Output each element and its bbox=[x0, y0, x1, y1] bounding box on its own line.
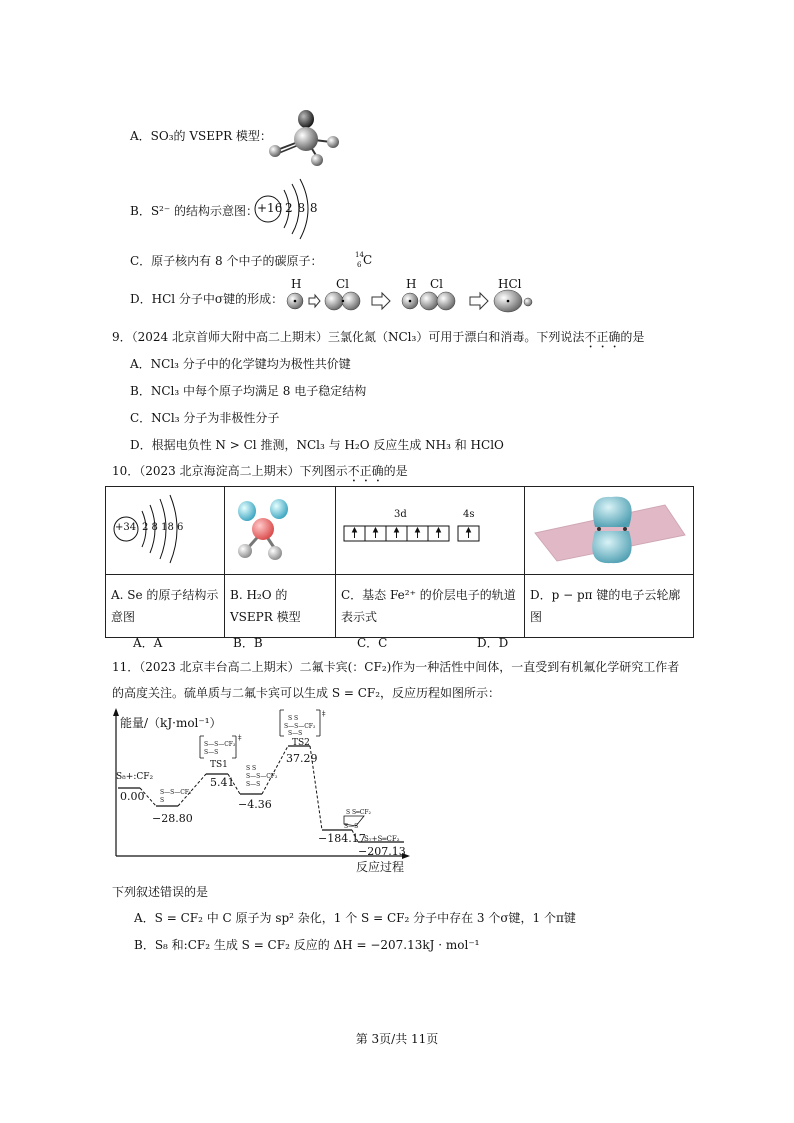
level-label-ts2: TS2 bbox=[292, 738, 310, 748]
svg-text:S—S—CF₂: S—S—CF₂ bbox=[204, 741, 236, 748]
hcl-sigma-bond-formation-diagram bbox=[282, 276, 542, 316]
q9-option-d: D．根据电负性 N > Cl 推测，NCl₃ 与 H₂O 反应生成 NH₃ 和 HClO bbox=[130, 438, 504, 452]
fe2-orbital-boxes bbox=[336, 489, 524, 573]
reaction-energy-diagram bbox=[112, 708, 412, 878]
svg-text:S—S: S—S bbox=[204, 749, 219, 756]
p-p-pi-cloud-cell bbox=[525, 487, 694, 575]
q11-option-a: A．S = CF₂ 中 C 原子为 sp² 杂化，1 个 S = CF₂ 分子中存在 3 个σ键，1 个π键 bbox=[134, 911, 576, 925]
h2o-vsepr-model-image bbox=[225, 487, 335, 571]
q8-option-a: A．SO₃的 VSEPR 模型： bbox=[130, 129, 272, 143]
svg-text:S: S bbox=[160, 797, 165, 804]
q10-figure-table bbox=[105, 486, 694, 638]
nuclide-atomic-number: 6 bbox=[357, 261, 362, 269]
svg-text:S—S: S—S bbox=[288, 730, 303, 737]
level-value-int2: −4.36 bbox=[238, 798, 272, 811]
label-h-1: H bbox=[291, 277, 302, 291]
h2o-vsepr-cell bbox=[225, 487, 336, 575]
svg-text:S S: S S bbox=[288, 715, 299, 722]
svg-text:‡: ‡ bbox=[238, 734, 242, 742]
s2-shell-electrons: 2 8 8 bbox=[285, 201, 318, 215]
q9-option-b: B．NCl₃ 中每个原子均满足 8 电子稳定结构 bbox=[130, 384, 367, 398]
carbon-14-nuclide bbox=[355, 251, 375, 271]
p-p-pi-electron-cloud-image bbox=[525, 487, 693, 571]
nuclide-symbol: C bbox=[363, 253, 373, 267]
svg-text:S—S: S—S bbox=[344, 823, 359, 830]
nuclide-mass-number: 14 bbox=[355, 251, 364, 259]
label-hcl: HCl bbox=[498, 277, 522, 291]
orbital-4s-label: 4s bbox=[463, 508, 475, 520]
q8-option-d: D．HCl 分子中σ键的形成： bbox=[130, 292, 284, 306]
level-value-start: 0.00 bbox=[120, 790, 145, 803]
q9-option-c: C．NCl₃ 分子为非极性分子 bbox=[130, 411, 280, 425]
svg-text:‡: ‡ bbox=[322, 710, 326, 718]
q11-option-b: B．S₈ 和:CF₂ 生成 S = CF₂ 反应的 ΔH = −207.13kJ · mol⁻¹ bbox=[134, 938, 480, 952]
svg-text:S—S: S—S bbox=[246, 781, 261, 788]
q9-stem: 9．（2024 北京首师大附中高二上期末）三氯化氮（NCl₃）可用于漂白和消毒。下列说法不正确的是 bbox=[112, 330, 645, 344]
fe2-orbital-cell bbox=[336, 487, 525, 575]
page-footer: 第 3页/共 11页 bbox=[355, 1032, 439, 1046]
chart-xlabel: 反应过程 bbox=[356, 860, 405, 874]
q9-option-a: A．NCl₃ 分子中的化学键均为极性共价键 bbox=[130, 357, 351, 371]
label-cl-2: Cl bbox=[430, 277, 444, 291]
s2-nucleus-charge: +16 bbox=[257, 201, 283, 215]
svg-text:S S═CF₂: S S═CF₂ bbox=[346, 809, 371, 816]
caption-c: C．基态 Fe²⁺ 的价层电子的轨道表示式 bbox=[336, 575, 525, 638]
q8-option-b: B．S²⁻ 的结构示意图： bbox=[130, 204, 258, 218]
q10-answer-b: B．B bbox=[233, 636, 263, 650]
level-label-start: S₈+:CF₂ bbox=[116, 772, 154, 782]
caption-d: D．p − pπ 键的电子云轮廓图 bbox=[525, 575, 694, 638]
q10-stem: 10．（2023 北京海淀高二上期末）下列图示不正确的是 bbox=[112, 464, 408, 478]
se-nucleus-charge: +34 bbox=[115, 521, 137, 533]
svg-text:S—S—CF₂: S—S—CF₂ bbox=[246, 773, 278, 780]
q11-stem-line2: 的高度关注。硫单质与二氟卡宾可以生成 S = CF₂，反应历程如图所示： bbox=[112, 686, 501, 700]
q8-option-c: C．原子核内有 8 个中子的碳原子： bbox=[130, 254, 323, 268]
q10-answer-d: D．D bbox=[477, 636, 509, 650]
caption-b: B. H₂O 的 VSEPR 模型 bbox=[225, 575, 336, 638]
level-value-ts1: 5.41 bbox=[210, 776, 235, 789]
se-shell-electrons: 2 8 18 6 bbox=[142, 521, 184, 533]
q10-answer-a: A．A bbox=[133, 636, 163, 650]
level-value-int3: −184.17 bbox=[318, 832, 366, 845]
svg-text:S—S—CF₂: S—S—CF₂ bbox=[284, 723, 316, 730]
level-value-int1: −28.80 bbox=[152, 812, 193, 825]
svg-text:S—S—CF₂: S—S—CF₂ bbox=[160, 789, 192, 796]
chart-ylabel: 能量/（kJ·mol⁻¹） bbox=[120, 716, 222, 730]
label-h-2: H bbox=[406, 277, 417, 291]
orbital-3d-label: 3d bbox=[394, 508, 407, 520]
level-label-end: S₇+S═CF₂ bbox=[364, 835, 400, 843]
level-label-ts1: TS1 bbox=[210, 760, 228, 770]
q10-answer-c: C．C bbox=[357, 636, 388, 650]
q11-question: 下列叙述错误的是 bbox=[112, 885, 209, 899]
level-value-ts2: 37.29 bbox=[286, 752, 318, 765]
caption-a: A. Se 的原子结构示意图 bbox=[106, 575, 225, 638]
se-structure-cell bbox=[106, 487, 225, 575]
q11-stem-line1: 11．（2023 北京丰台高二上期末）二氟卡宾(：CF₂)作为一种活性中间体，一直受到有机氟化学研究工作者 bbox=[112, 660, 680, 674]
label-cl-1: Cl bbox=[336, 277, 350, 291]
s2-structure-diagram bbox=[254, 178, 318, 244]
svg-text:S S: S S bbox=[246, 765, 257, 772]
level-value-end: −207.13 bbox=[358, 845, 406, 858]
so3-vsepr-model-image bbox=[265, 104, 345, 168]
